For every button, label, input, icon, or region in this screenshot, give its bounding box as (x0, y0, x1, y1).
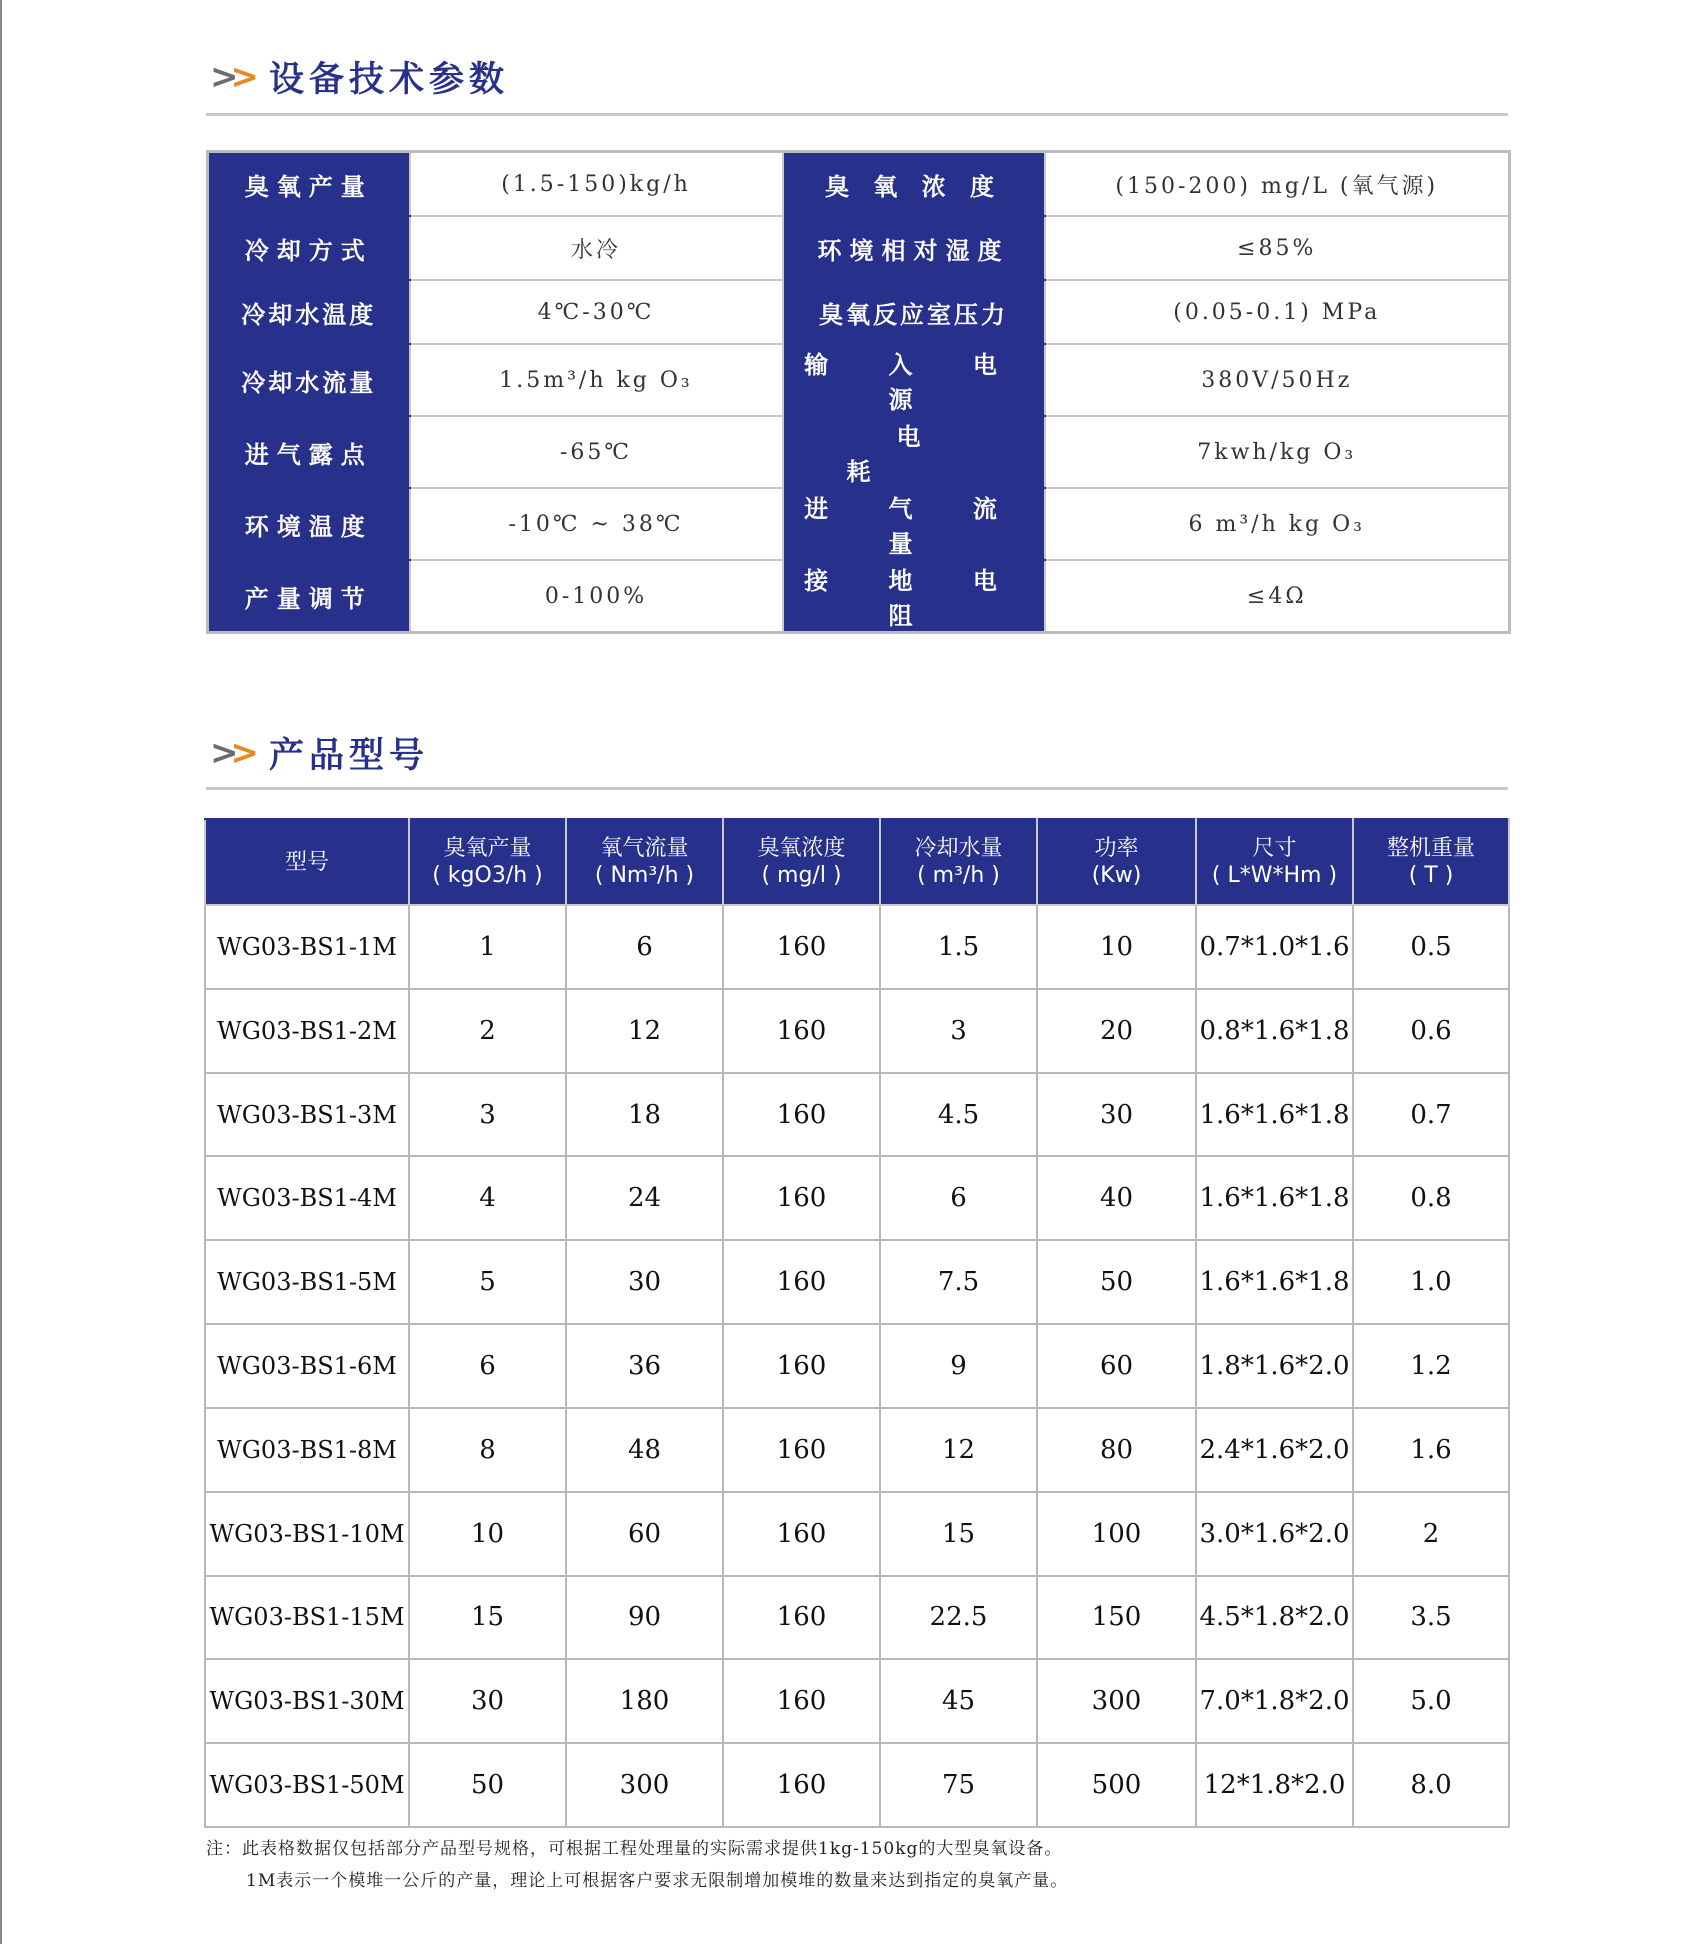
spec-value: 380V/50Hz (1045, 344, 1510, 416)
table-cell: 40 (1037, 1156, 1196, 1240)
section-heading-specs (210, 52, 509, 102)
table-cell: 90 (566, 1576, 723, 1660)
table-cell: 6 (880, 1156, 1037, 1240)
spec-value: 4℃-30℃ (410, 280, 783, 344)
spec-value: 1.5m³/h kg O₃ (410, 344, 783, 416)
table-cell: 0.7 (1353, 1073, 1509, 1157)
model-name-cell: WG03-BS1-2M (205, 989, 409, 1073)
column-header: 尺寸 ( L*W*Hm ) (1196, 819, 1353, 905)
section-title-models: 产品型号 (269, 736, 430, 776)
spec-value: 7kwh/kg O₃ (1045, 416, 1510, 488)
table-cell: 50 (409, 1743, 566, 1827)
spec-label: 环境相对湿度 (783, 216, 1045, 280)
column-header: 臭氧产量 ( kgO3/h ) (409, 819, 566, 905)
spec-label: 臭氧产量 (208, 152, 410, 217)
table-cell: 9 (880, 1324, 1037, 1408)
double-chevron-icon: >> (210, 57, 251, 97)
table-cell: 2.4*1.6*2.0 (1196, 1408, 1353, 1492)
model-name-cell: WG03-BS1-4M (205, 1156, 409, 1240)
table-cell: 1.6*1.6*1.8 (1196, 1073, 1353, 1157)
spec-label: 环境温度 (208, 488, 410, 560)
table-cell: 75 (880, 1743, 1037, 1827)
table-cell: 160 (723, 1073, 880, 1157)
table-cell: 300 (566, 1743, 723, 1827)
column-header: 型号 (205, 819, 409, 905)
table-cell: 1.0 (1353, 1240, 1509, 1324)
table-cell: 12 (880, 1408, 1037, 1492)
table-cell: 160 (723, 1240, 880, 1324)
table-cell: 48 (566, 1408, 723, 1492)
table-cell: 0.6 (1353, 989, 1509, 1073)
table-cell: 1.8*1.6*2.0 (1196, 1324, 1353, 1408)
table-cell: 160 (723, 1743, 880, 1827)
model-name-cell: WG03-BS1-50M (205, 1743, 409, 1827)
table-cell: 1.6*1.6*1.8 (1196, 1156, 1353, 1240)
table-row (205, 1073, 1509, 1157)
spec-label: 电 耗 (783, 416, 1045, 488)
table-row (205, 1324, 1509, 1408)
spec-label: 冷却水温度 (208, 280, 410, 344)
table-cell: 160 (723, 1659, 880, 1743)
table-cell: 300 (1037, 1659, 1196, 1743)
model-name-cell: WG03-BS1-6M (205, 1324, 409, 1408)
table-cell: 160 (723, 905, 880, 989)
table-cell: 30 (566, 1240, 723, 1324)
section-divider (206, 113, 1508, 116)
table-cell: 12 (566, 989, 723, 1073)
column-header: 冷却水量 ( m³/h ) (880, 819, 1037, 905)
table-cell: 20 (1037, 989, 1196, 1073)
table-cell: 7.0*1.8*2.0 (1196, 1659, 1353, 1743)
column-header: 臭氧浓度 ( mg/l ) (723, 819, 880, 905)
table-cell: 0.8 (1353, 1156, 1509, 1240)
spec-value: 水冷 (410, 216, 783, 280)
section-divider (206, 787, 1508, 790)
double-chevron-icon: >> (210, 733, 251, 773)
table-cell: 3.0*1.6*2.0 (1196, 1492, 1353, 1576)
spec-value: ≤4Ω (1045, 560, 1510, 633)
table-row (205, 1240, 1509, 1324)
table-cell: 1.2 (1353, 1324, 1509, 1408)
table-cell: 15 (409, 1576, 566, 1660)
models-table (204, 818, 1510, 1828)
model-name-cell: WG03-BS1-1M (205, 905, 409, 989)
table-cell: 18 (566, 1073, 723, 1157)
table-cell: 0.8*1.6*1.8 (1196, 989, 1353, 1073)
table-cell: 8.0 (1353, 1743, 1509, 1827)
spec-value: -10℃ ~ 38℃ (410, 488, 783, 560)
model-name-cell: WG03-BS1-15M (205, 1576, 409, 1660)
page-left-border (0, 0, 2, 1944)
table-cell: 0.7*1.0*1.6 (1196, 905, 1353, 989)
spec-value: -65℃ (410, 416, 783, 488)
table-cell: 160 (723, 1324, 880, 1408)
spec-label: 进 气 流 量 (783, 488, 1045, 560)
table-row (205, 1156, 1509, 1240)
spec-value: 6 m³/h kg O₃ (1045, 488, 1510, 560)
spec-label: 臭氧反应室压力 (783, 280, 1045, 344)
section-heading-models (210, 728, 429, 778)
table-footnote: 1M表示一个模堆一公斤的产量，理论上可根据客户要求无限制增加模堆的数量来达到指定的臭氧产量。 (246, 1871, 1069, 1891)
spec-label: 臭 氧 浓 度 (783, 152, 1045, 217)
table-cell: 4.5*1.8*2.0 (1196, 1576, 1353, 1660)
models-body (205, 905, 1509, 1827)
table-cell: 45 (880, 1659, 1037, 1743)
spec-row (208, 152, 1510, 217)
table-cell: 3.5 (1353, 1576, 1509, 1660)
table-cell: 160 (723, 1576, 880, 1660)
table-row (205, 1659, 1509, 1743)
table-cell: 6 (566, 905, 723, 989)
spec-value: (1.5-150)kg/h (410, 152, 783, 217)
table-row (205, 905, 1509, 989)
table-cell: 6 (409, 1324, 566, 1408)
table-cell: 80 (1037, 1408, 1196, 1492)
table-cell: 50 (1037, 1240, 1196, 1324)
model-name-cell: WG03-BS1-5M (205, 1240, 409, 1324)
table-cell: 24 (566, 1156, 723, 1240)
table-row (205, 1492, 1509, 1576)
table-footnote: 注：此表格数据仅包括部分产品型号规格，可根据工程处理量的实际需求提供1kg-150kg的大型臭氧设备。 (206, 1839, 1063, 1859)
table-cell: 3 (880, 989, 1037, 1073)
table-cell: 180 (566, 1659, 723, 1743)
spec-value: ≤85% (1045, 216, 1510, 280)
table-cell: 0.5 (1353, 905, 1509, 989)
spec-row (208, 280, 1510, 344)
table-row (205, 1743, 1509, 1827)
spec-row (208, 560, 1510, 633)
section-title-specs: 设备技术参数 (269, 60, 510, 100)
table-cell: 60 (566, 1492, 723, 1576)
table-cell: 100 (1037, 1492, 1196, 1576)
table-cell: 1.6*1.6*1.8 (1196, 1240, 1353, 1324)
table-cell: 10 (1037, 905, 1196, 989)
spec-table (206, 150, 1511, 634)
spec-value: 0-100% (410, 560, 783, 633)
column-header: 氧气流量 ( Nm³/h ) (566, 819, 723, 905)
table-cell: 30 (409, 1659, 566, 1743)
table-cell: 160 (723, 1492, 880, 1576)
table-cell: 5.0 (1353, 1659, 1509, 1743)
table-cell: 500 (1037, 1743, 1196, 1827)
model-name-cell: WG03-BS1-10M (205, 1492, 409, 1576)
spec-label: 接 地 电 阻 (783, 560, 1045, 633)
spec-value: (0.05-0.1) MPa (1045, 280, 1510, 344)
table-cell: 5 (409, 1240, 566, 1324)
spec-label: 进气露点 (208, 416, 410, 488)
model-name-cell: WG03-BS1-8M (205, 1408, 409, 1492)
column-header: 整机重量 ( T ) (1353, 819, 1509, 905)
table-row (205, 1408, 1509, 1492)
table-cell: 15 (880, 1492, 1037, 1576)
table-cell: 30 (1037, 1073, 1196, 1157)
spec-row (208, 216, 1510, 280)
table-cell: 10 (409, 1492, 566, 1576)
table-cell: 160 (723, 1408, 880, 1492)
table-cell: 2 (409, 989, 566, 1073)
spec-row (208, 344, 1510, 416)
table-cell: 160 (723, 1156, 880, 1240)
model-name-cell: WG03-BS1-30M (205, 1659, 409, 1743)
table-cell: 160 (723, 989, 880, 1073)
table-cell: 22.5 (880, 1576, 1037, 1660)
table-cell: 12*1.8*2.0 (1196, 1743, 1353, 1827)
spec-row (208, 416, 1510, 488)
column-header: 功率 (Kw) (1037, 819, 1196, 905)
table-cell: 4 (409, 1156, 566, 1240)
table-cell: 36 (566, 1324, 723, 1408)
table-cell: 150 (1037, 1576, 1196, 1660)
spec-label: 冷却水流量 (208, 344, 410, 416)
spec-value: (150-200) mg/L (氧气源) (1045, 152, 1510, 217)
spec-label: 输 入 电 源 (783, 344, 1045, 416)
table-cell: 3 (409, 1073, 566, 1157)
table-cell: 2 (1353, 1492, 1509, 1576)
model-name-cell: WG03-BS1-3M (205, 1073, 409, 1157)
table-cell: 60 (1037, 1324, 1196, 1408)
spec-label: 产量调节 (208, 560, 410, 633)
spec-label: 冷却方式 (208, 216, 410, 280)
table-cell: 1.6 (1353, 1408, 1509, 1492)
table-cell: 8 (409, 1408, 566, 1492)
table-cell: 1.5 (880, 905, 1037, 989)
table-cell: 7.5 (880, 1240, 1037, 1324)
table-cell: 4.5 (880, 1073, 1037, 1157)
table-cell: 1 (409, 905, 566, 989)
spec-row (208, 488, 1510, 560)
table-row (205, 989, 1509, 1073)
models-header-row (205, 819, 1509, 905)
table-row (205, 1576, 1509, 1660)
